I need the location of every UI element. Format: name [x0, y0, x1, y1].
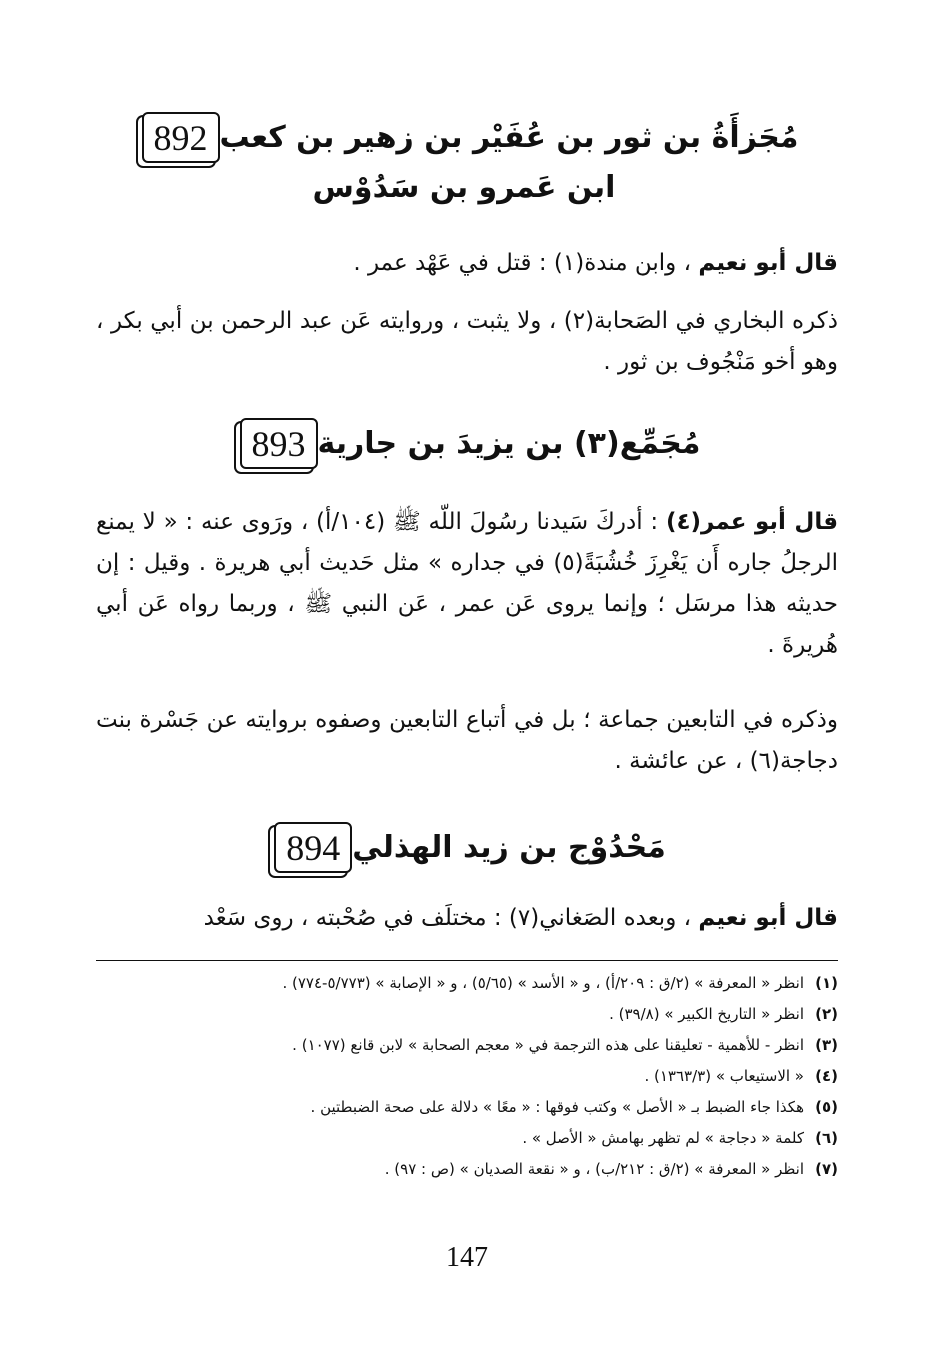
entry-name-continued: ابن عَمرو بن سَدُوْس	[312, 170, 616, 205]
footnote	[96, 1154, 838, 1185]
entry-heading-892	[90, 112, 838, 163]
footnote-number: (٧)	[815, 1160, 838, 1178]
footnote	[96, 1030, 838, 1061]
source-lead: قال أبو نعيم	[698, 905, 838, 931]
page-number: 147	[446, 1242, 488, 1273]
paragraph-text: وذكره في التابعين جماعة ؛ بل في أتباع التابعين وصفوه بروايته عن جَسْرة بنت دجاجة(٦) ، عن عائشة .	[96, 707, 838, 774]
footnote-text: انظر « المعرفة » (٢/ق : ٢١٢/ب) ، و « نقعة الصديان » (ص : ٩٧) .	[384, 1160, 804, 1178]
entry-number-badge: 894	[274, 822, 352, 873]
source-lead: قال أبو عمر(٤)	[665, 509, 839, 535]
entry-number-badge: 892	[142, 112, 220, 163]
footnote-number: (٦)	[815, 1129, 838, 1147]
footnote-number: (٤)	[815, 1067, 838, 1085]
paragraph	[96, 700, 838, 782]
paragraph-text: ، وابن مندة(١) : قتل في عَهْد عمر .	[353, 250, 692, 276]
footnote	[96, 1061, 838, 1092]
paragraph	[96, 243, 838, 284]
footnote-number: (٢)	[815, 1005, 838, 1023]
footnote-separator	[96, 960, 838, 961]
footnote-text: انظر « المعرفة » (٢/ق : ٢٠٩/أ) ، و « الأسد » (٥/٦٥) ، و « الإصابة » (٥/٧٧٣-٧٧٤) .	[282, 974, 804, 992]
paragraph	[96, 898, 838, 939]
paragraph-text: : أدركَ سَيدنا رسُولَ اللّه ﷺ (١٠٤/أ) ، ورَوى عنه : « لا يمنع الرجلُ جاره أَن يَغْرِزَ خُشُبَةً(٥) في جداره » مثل حَديث أبي هريرة . وقيل : إن حديثه هذا مرسَل ؛ وإنما يروى عَن عمر ، عَن النبي ﷺ ، وربما رواه عَن أبي هُريرةَ .	[96, 509, 838, 658]
footnote-number: (٣)	[815, 1036, 838, 1054]
footnote-text: هكذا جاء الضبط بـ « الأصل » وكتب فوقها : « معًا » دلالة على صحة الضبطتين .	[310, 1098, 804, 1116]
footnote	[96, 1123, 838, 1154]
footnote-text: كلمة « دجاجة » لم تظهر بهامش « الأصل » .	[522, 1129, 804, 1147]
entry-number-badge: 893	[240, 418, 318, 469]
footnote-text: انظر - للأهمية - تعليقنا على هذه الترجمة في « معجم الصحابة » لابن قانع (١٠٧٧) .	[292, 1036, 804, 1054]
footnote-number: (١)	[815, 974, 838, 992]
entry-name: مُجَمِّع(٣) بن يزيدَ بن جارية	[317, 426, 701, 461]
paragraph-text: ذكره البخاري في الصَحابة(٢) ، ولا يثبت ، وروايته عَن عبد الرحمن بن أبي بكر ، وهو أخو مَنْجُوف بن ثور .	[96, 308, 838, 375]
footnote-number: (٥)	[815, 1098, 838, 1116]
footnote-text: انظر « التاريخ الكبير » (٣٩/٨) .	[609, 1005, 804, 1023]
source-lead: قال أبو نعيم	[698, 250, 838, 276]
entry-heading-893	[90, 418, 838, 469]
entry-name: مُجَزأَةُ بن ثور بن عُفَيْر بن زهير بن كعب	[219, 120, 799, 155]
entry-name: مَحْدُوْج بن زيد الهذلي	[352, 830, 666, 865]
entry-heading-894	[90, 822, 838, 873]
footnote	[96, 999, 838, 1030]
footnote	[96, 1092, 838, 1123]
paragraph	[96, 301, 838, 383]
footnote	[96, 968, 838, 999]
paragraph-text: ، وبعده الصَغاني(٧) : مختلَف في صُحْبته ، روى سَعْد	[203, 905, 692, 931]
footnote-text: « الاستيعاب » (١٣٦٣/٣) .	[644, 1067, 804, 1085]
footnotes	[96, 968, 838, 1185]
paragraph	[96, 502, 838, 666]
